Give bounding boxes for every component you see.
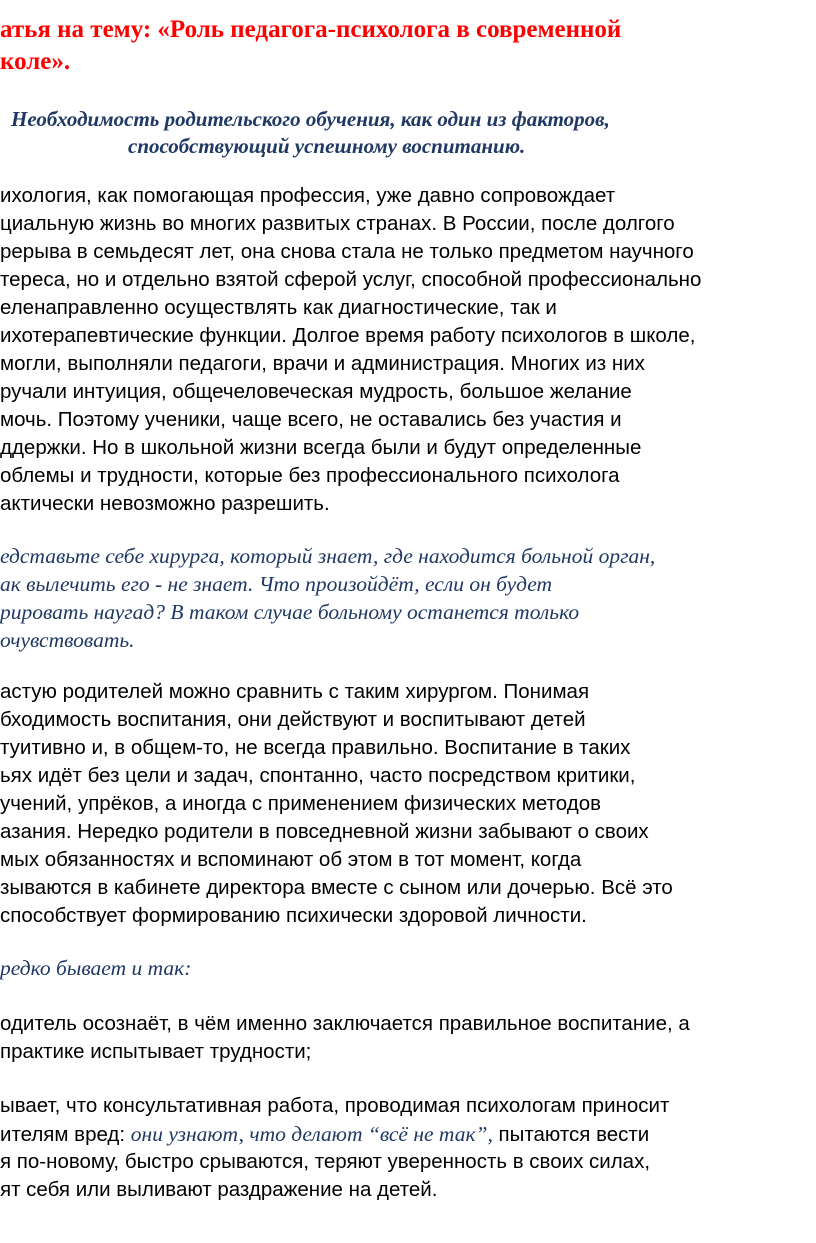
paragraph-1-line: актически невозможно разрешить.	[0, 492, 330, 515]
paragraph-4-text: пытаются вести	[492, 1123, 650, 1146]
paragraph-1-line: ихология, как помогающая профессия, уже давно сопровождает	[0, 184, 616, 207]
quote-line: едставьте себе хирурга, который знает, где находится больной орган,	[0, 544, 656, 568]
paragraph-2-line: бходимость воспитания, они действуют и воспитывают детей	[0, 708, 586, 731]
subtitle-line-1: Необходимость родительского обучения, как один из факторов,	[11, 107, 610, 131]
paragraph-4-line: ят себя или выливают раздражение на детей.	[0, 1178, 438, 1201]
paragraph-3-line: одитель осознаёт, в чём именно заключается правильное воспитание, а	[0, 1012, 690, 1035]
paragraph-1-line: тереса, но и отдельно взятой сферой услуг, способной профессионально	[0, 268, 702, 291]
paragraph-1-line: ихотерапевтические функции. Долгое время работу психологов в школе,	[0, 324, 696, 347]
note-line: редко бывает и так:	[0, 956, 192, 980]
paragraph-1-line: циальную жизнь во многих развитых странах. В России, после долгого	[0, 212, 675, 235]
quote-line: ак вылечить его - не знает. Что произойдёт, если он будет	[0, 572, 553, 596]
paragraph-3-line: практике испытывает трудности;	[0, 1040, 312, 1063]
paragraph-1-line: еленаправленно осуществлять как диагностические, так и	[0, 296, 557, 319]
paragraph-1-line: могли, выполняли педагоги, врачи и администрация. Многих из них	[0, 352, 645, 375]
paragraph-4-line: ывает, что консультативная работа, проводимая психологам приносит	[0, 1094, 670, 1117]
paragraph-4-line-mixed	[0, 1122, 649, 1147]
paragraph-2-line: учений, упрёков, а иногда с применением физических методов	[0, 792, 601, 815]
paragraph-1-line: ддержки. Но в школьной жизни всегда были и будут определенные	[0, 436, 642, 459]
paragraph-1-line: ручали интуиция, общечеловеческая мудрость, большое желание	[0, 380, 632, 403]
quote-line: очувствовать.	[0, 628, 135, 652]
document-title-line-2: коле».	[0, 48, 71, 75]
paragraph-2-line: астую родителей можно сравнить с таким хирургом. Понимая	[0, 680, 590, 703]
paragraph-1-line: мочь. Поэтому ученики, чаще всего, не оставались без участия и	[0, 408, 622, 431]
document-title-line-1: атья на тему: «Роль педагога-психолога в современной	[0, 16, 622, 43]
paragraph-2-line: зываются в кабинете директора вместе с сыном или дочерью. Всё это	[0, 876, 673, 899]
quote-line: рировать наугад? В таком случае больному останется только	[0, 600, 580, 624]
paragraph-1-line: рерыва в семьдесят лет, она снова стала не только предметом научного	[0, 240, 694, 263]
paragraph-2-line: ьях идёт без цели и задач, спонтанно, часто посредством критики,	[0, 764, 636, 787]
paragraph-2-line: мых обязанностях и вспоминают об этом в тот момент, когда	[0, 848, 582, 871]
paragraph-2-line: туитивно и, в общем-то, не всегда правильно. Воспитание в таких	[0, 736, 631, 759]
paragraph-4-italic-quote: они узнают, что делают “всё не так”,	[130, 1122, 493, 1146]
paragraph-2-line: азания. Нередко родители в повседневной жизни забывают о своих	[0, 820, 649, 843]
paragraph-2-line: способствует формированию психически здоровой личности.	[0, 904, 587, 927]
paragraph-4-line: я по-новому, быстро срываются, теряют уверенность в своих силах,	[0, 1150, 651, 1173]
paragraph-4-text: ителям вред:	[0, 1123, 131, 1146]
paragraph-1-line: облемы и трудности, которые без профессионального психолога	[0, 464, 620, 487]
subtitle-line-2: способствующий успешному воспитанию.	[128, 134, 526, 158]
